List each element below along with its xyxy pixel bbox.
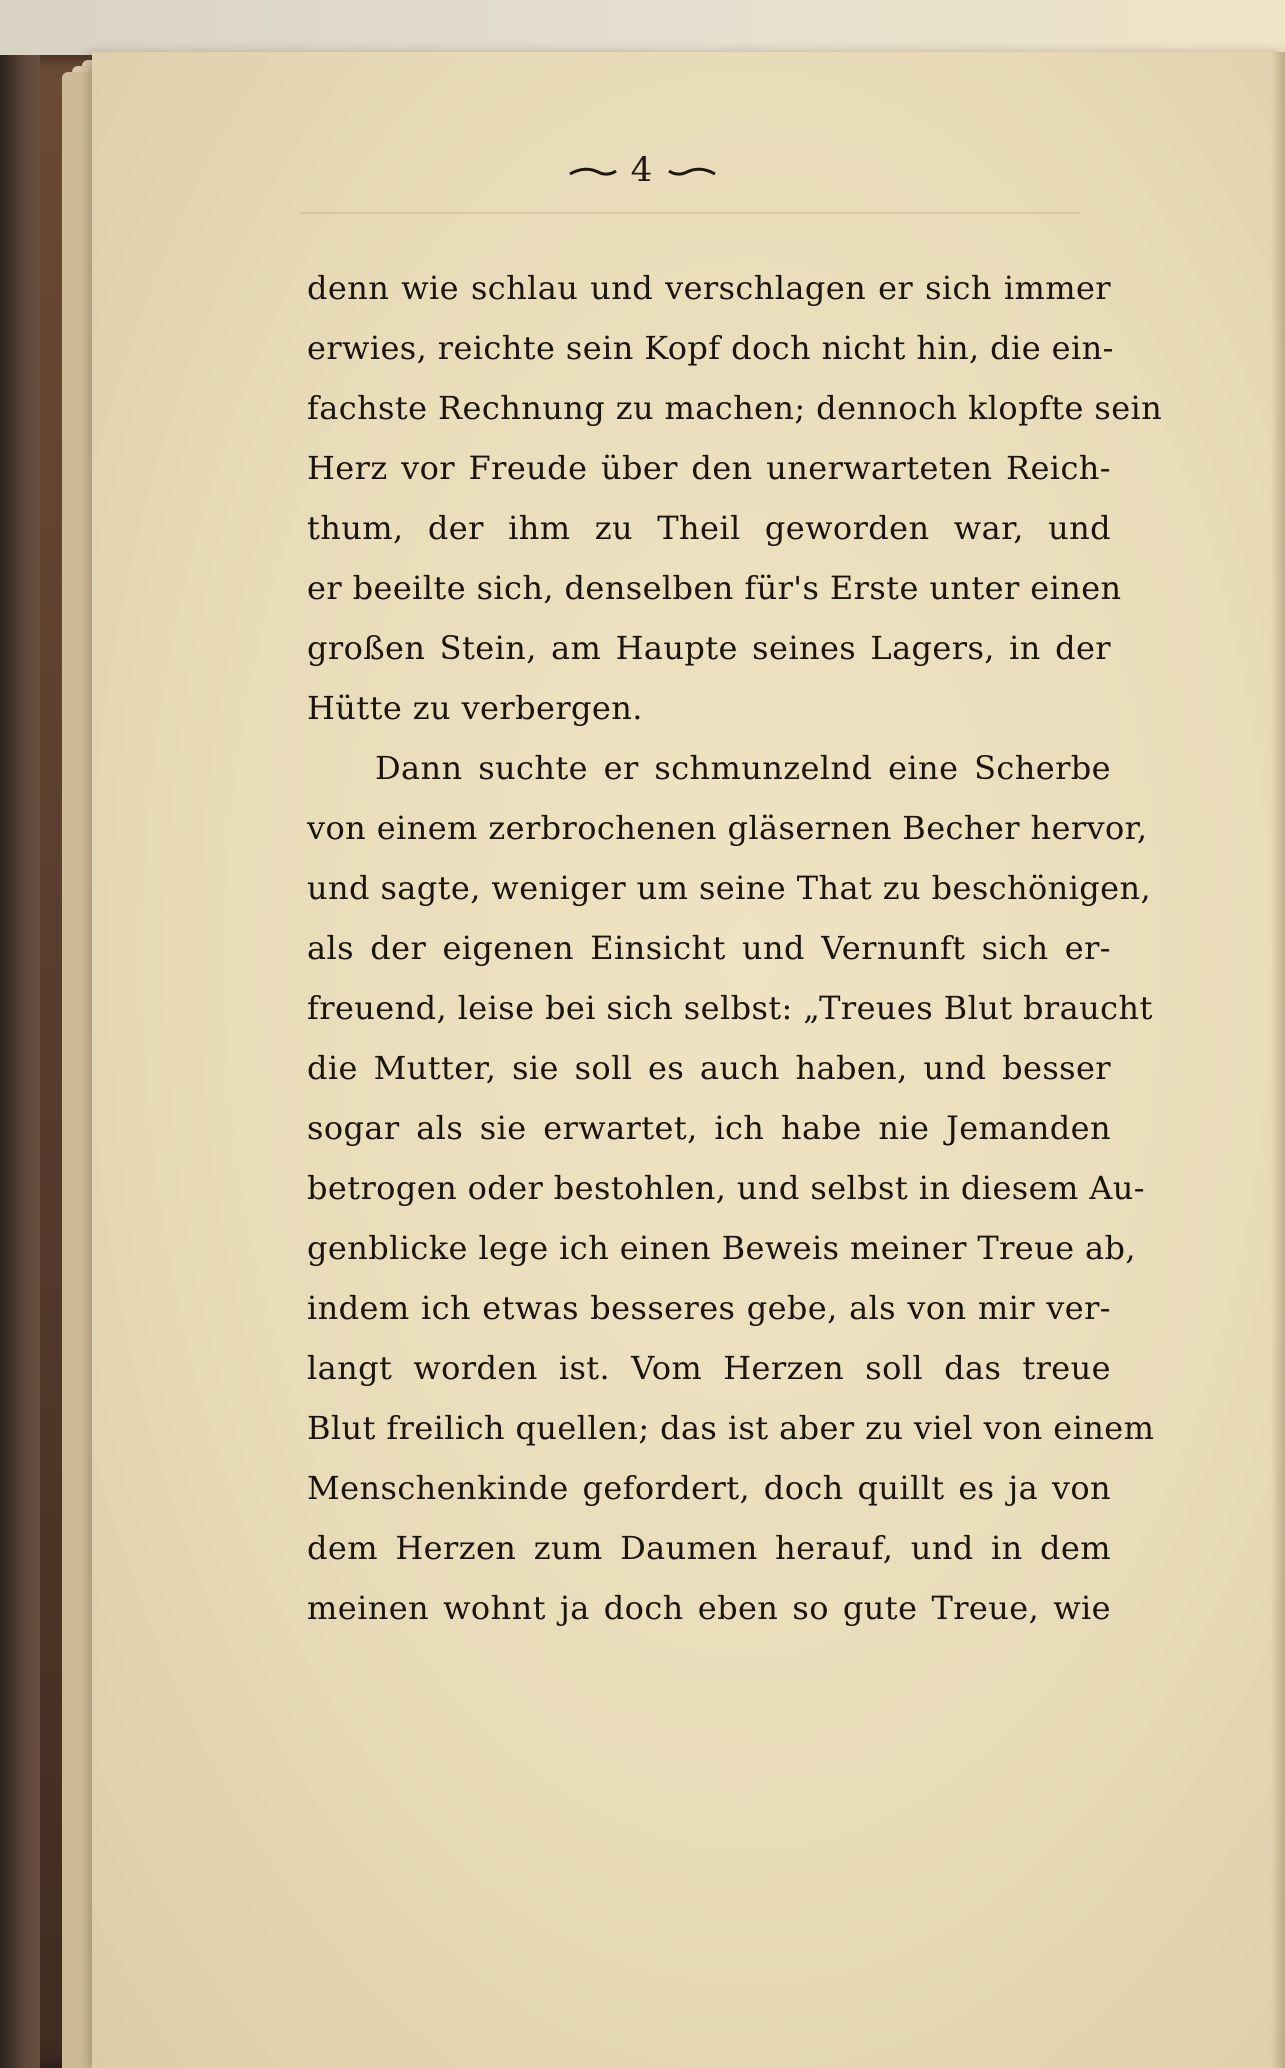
book-spine [0,55,40,2068]
right-ornament-icon [667,166,717,178]
text-line: denn wie schlau und verschlagen er sich immer [307,269,1111,307]
text-line: genblicke lege ich einen Beweis meiner Treue ab, [307,1229,1136,1267]
page-right-shadow [1271,52,1285,2068]
text-line: erwies, reichte sein Kopf doch nicht hin, die ein- [307,329,1114,367]
text-line: freuend, leise bei sich selbst: „Treues Blut braucht [307,989,1153,1027]
text-line: Hütte zu verbergen. [307,689,643,727]
text-line: von einem zerbrochenen gläsernen Becher hervor, [307,809,1148,847]
text-line: als der eigenen Einsicht und Vernunft sich er- [307,929,1111,967]
page-number: 4 [630,150,655,190]
header-rule [300,212,1080,214]
text-line: Herz vor Freude über den unerwarteten Reich- [307,449,1111,487]
text-line: er beeilte sich, denselben für's Erste unter einen [307,569,1122,607]
text-line: langt worden ist. Vom Herzen soll das treue [307,1349,1111,1387]
text-line: großen Stein, am Haupte seines Lagers, in der [307,629,1111,667]
text-line: thum, der ihm zu Theil geworden war, und [307,509,1111,547]
body-text [307,258,1163,1638]
text-line: Menschenkinde gefordert, doch quillt es ja von [307,1469,1111,1507]
text-line: betrogen oder bestohlen, und selbst in diesem Au- [307,1169,1145,1207]
text-line: die Mutter, sie soll es auch haben, und besser [307,1049,1111,1087]
text-line: und sagte, weniger um seine That zu beschönigen, [307,869,1152,907]
text-line: Blut freilich quellen; das ist aber zu viel von einem [307,1409,1155,1447]
text-line: meinen wohnt ja doch eben so gute Treue, wie [307,1589,1111,1627]
text-line: fachste Rechnung zu machen; dennoch klopfte sein [307,389,1163,427]
page-header [0,150,1285,190]
text-line: sogar als sie erwartet, ich habe nie Jemanden [307,1109,1111,1147]
text-line: Dann suchte er schmunzelnd eine Scherbe [375,749,1111,787]
left-ornament-icon [568,166,618,178]
text-line: dem Herzen zum Daumen herauf, und in dem [307,1529,1111,1567]
text-line: indem ich etwas besseres gebe, als von mir ver- [307,1289,1111,1327]
